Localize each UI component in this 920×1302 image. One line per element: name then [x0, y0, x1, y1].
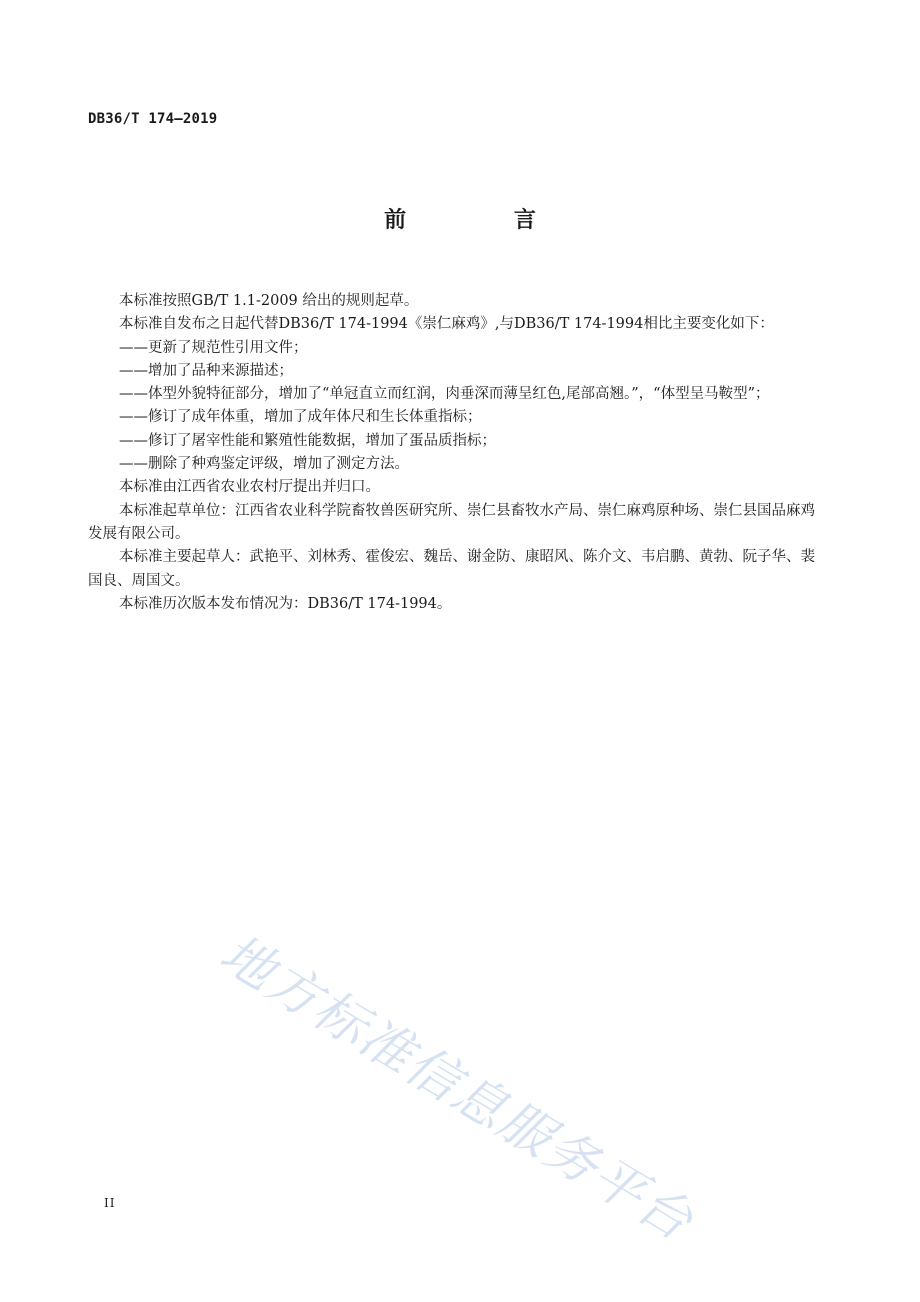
- document-code-header: DB36/T 174—2019: [88, 111, 218, 127]
- paragraph-drafters: 本标准主要起草人：武艳平、刘林秀、霍俊宏、魏岳、谢金防、康昭风、陈介文、韦启鹏、黄勃、阮子华、裴国良、周国文。: [88, 549, 815, 589]
- paragraph-drafting-units: 本标准起草单位：江西省农业科学院畜牧兽医研究所、崇仁县畜牧水产局、崇仁麻鸡原种场、崇仁县国品麻鸡发展有限公司。: [88, 502, 815, 542]
- change-item: ——修订了屠宰性能和繁殖性能数据，增加了蛋品质指标；: [119, 432, 496, 449]
- foreword-body: [88, 290, 816, 616]
- change-item: ——更新了规范性引用文件；: [119, 339, 308, 356]
- paragraph-replacement: 本标准自发布之日起代替DB36/T 174-1994《崇仁麻鸡》,与DB36/T 174-1994相比主要变化如下：: [119, 316, 774, 333]
- page-number: II: [104, 1196, 116, 1210]
- change-item: ——修订了成年体重，增加了成年体尺和生长体重指标；: [119, 409, 482, 426]
- paragraph-version-history: 本标准历次版本发布情况为：DB36/T 174-1994。: [119, 595, 452, 612]
- section-title: 前 言: [384, 208, 586, 233]
- change-item: ——体型外貌特征部分，增加了“单冠直立而红润，肉垂深而薄呈红色,尾部高翘。”，“体型呈马鞍型”；: [119, 386, 770, 403]
- change-item: ——增加了品种来源描述；: [119, 362, 293, 379]
- watermark: 地方标准信息服务平台: [209, 923, 704, 1254]
- change-item: ——删除了种鸡鉴定评级，增加了测定方法。: [119, 456, 409, 473]
- paragraph-drafting-rules: 本标准按照GB/T 1.1-2009 给出的规则起草。: [119, 293, 419, 309]
- paragraph-proposer: 本标准由江西省农业农村厅提出并归口。: [119, 479, 380, 496]
